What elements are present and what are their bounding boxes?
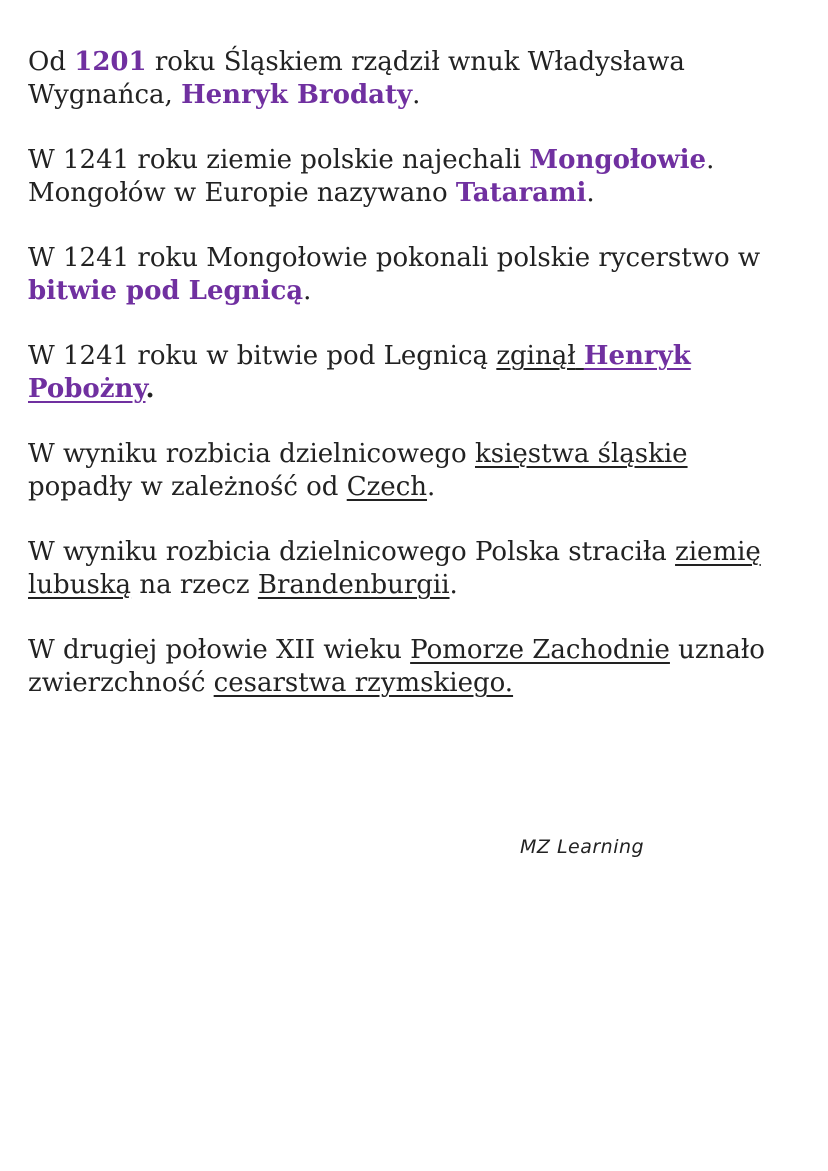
text-segment: . <box>303 276 312 306</box>
text-segment: . <box>586 178 595 208</box>
paragraph <box>28 242 798 308</box>
text-segment: Czech <box>346 472 428 502</box>
text-segment: na rzecz <box>131 570 258 600</box>
text-segment: Henryk Pobożny <box>28 341 691 404</box>
text-segment: . Mongołów w Europie nazywano <box>28 145 715 208</box>
paragraph <box>28 340 798 406</box>
paragraph <box>28 438 798 504</box>
text-segment: W 1241 roku Mongołowie pokonali polskie rycerstwo w <box>28 243 761 273</box>
text-segment: Tatarami <box>455 178 587 208</box>
text-segment: ziemię lubuską <box>28 537 761 600</box>
text-segment: 1201 <box>74 47 147 77</box>
paragraph <box>28 144 798 210</box>
text-segment: W drugiej połowie XII wieku <box>28 635 411 665</box>
text-segment: Od <box>28 47 75 77</box>
text-segment: . <box>145 374 155 404</box>
text-segment: księstwa śląskie <box>474 439 688 469</box>
text-segment: Mongołowie <box>529 145 707 175</box>
text-segment: Pomorze Zachodnie <box>410 635 670 665</box>
text-segment: popadły w zależność od <box>28 472 347 502</box>
paragraph <box>28 536 798 602</box>
text-segment: . <box>449 570 458 600</box>
text-segment: W wyniku rozbicia dzielnicowego <box>28 439 475 469</box>
text-segment: W wyniku rozbicia dzielnicowego Polska straciła <box>28 537 676 567</box>
text-segment: W 1241 roku ziemie polskie najechali <box>28 145 530 175</box>
text-segment <box>576 341 584 371</box>
text-segment: W 1241 roku w bitwie pod Legnicą <box>28 341 497 371</box>
text-segment: cesarstwa rzymskiego. <box>213 668 514 698</box>
text-segment: uznało zwierzchność <box>28 635 765 698</box>
document-body <box>28 46 798 732</box>
text-segment: . <box>427 472 436 502</box>
text-segment: Brandenburgii <box>257 570 450 600</box>
paragraph <box>28 634 798 700</box>
text-segment: . <box>412 80 421 110</box>
text-segment: zginął <box>496 341 576 371</box>
text-segment: Henryk Brodaty <box>181 80 413 110</box>
signature: MZ Learning <box>520 836 645 858</box>
text-segment: bitwie pod Legnicą <box>28 276 304 306</box>
paragraph <box>28 46 798 112</box>
text-segment: roku Śląskiem rządził wnuk Władysława Wygnańca, <box>28 47 685 110</box>
